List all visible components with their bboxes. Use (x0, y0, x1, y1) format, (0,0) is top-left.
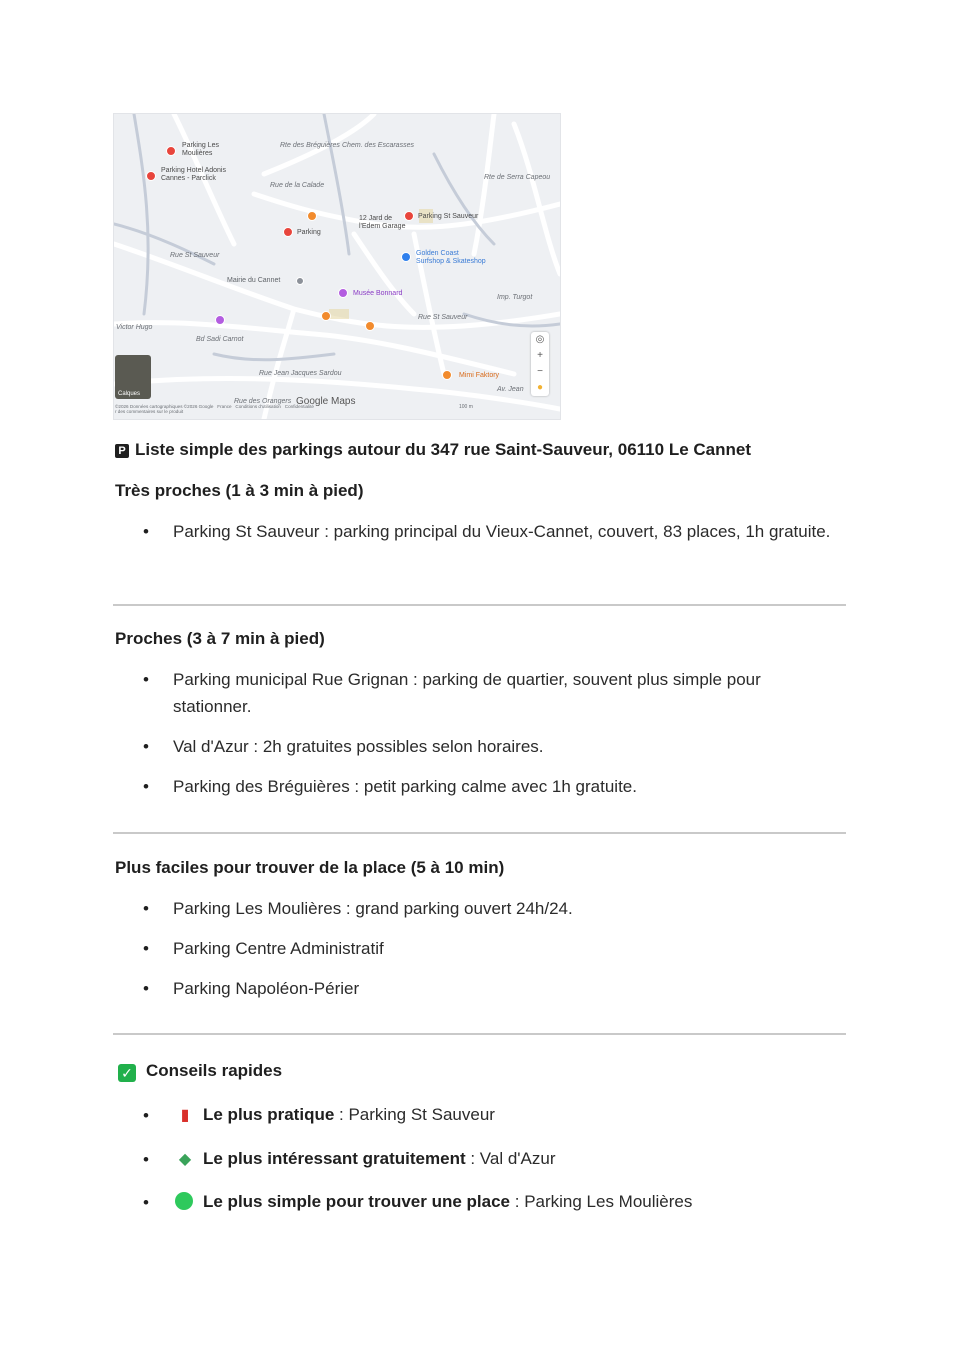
map-scale: 100 m (459, 404, 473, 410)
map-label-turgot: Imp. Turgot (497, 294, 533, 301)
bullet: • (143, 737, 149, 756)
page-title-text: Liste simple des parkings autour du 347 rue Saint-Sauveur, 06110 Le Cannet (135, 440, 751, 459)
museum-pin[interactable] (215, 315, 225, 325)
map-label-orangers: Rue des Orangers (234, 398, 292, 405)
map-label-rue-st-sauveur-v: Rue St Sauveur (418, 314, 468, 321)
museum-pin[interactable] (338, 288, 348, 298)
map-label-sadi-carnot: Bd Sadi Carnot (196, 336, 244, 343)
map-label-escarasses: Chem. des Escarasses (342, 142, 414, 149)
page-title (115, 440, 751, 460)
bullet: • (143, 899, 149, 918)
section-heading-plus-faciles: Plus faciles pour trouver de la place (5 à 10 min) (115, 858, 505, 877)
divider (113, 1033, 846, 1035)
bullet: • (143, 670, 149, 689)
map-label-golden-coast: Golden Coast Surfshop & Skateshop (416, 250, 486, 265)
layers-label: Calques (118, 391, 141, 397)
tip-label: Le plus intéressant gratuitement (203, 1149, 466, 1168)
tip-item: ▮ Le plus pratique : Parking St Sauveur (175, 1105, 495, 1125)
parking-pin[interactable] (146, 171, 156, 181)
section-heading-tres-proches: Très proches (1 à 3 min à pied) (115, 481, 364, 500)
google-maps-logo: Google Maps (296, 396, 356, 407)
map-label-av-jean: Av. Jean (497, 386, 524, 393)
money-icon: ◆ (178, 1151, 192, 1168)
parking-pin[interactable] (166, 146, 176, 156)
list-item: Parking St Sauveur : parking principal du Vieux-Cannet, couvert, 83 places, 1h gratuite. (173, 522, 831, 541)
car-icon: ▮ (180, 1107, 190, 1124)
locate-icon[interactable]: ◎ (535, 334, 545, 345)
bullet: • (143, 1106, 149, 1125)
parking-pin-st-sauveur[interactable] (404, 211, 414, 221)
map-label-mimi-faktory: Mimi Faktory (459, 372, 500, 379)
map-label-sardou: Rue Jean Jacques Sardou (259, 370, 342, 377)
map-label-victor-hugo: Victor Hugo (116, 324, 153, 331)
zoom-out-button[interactable]: − (537, 366, 543, 377)
bullet: • (143, 522, 149, 541)
tip-label: Le plus pratique (203, 1105, 335, 1124)
map-zoom-controls[interactable] (531, 332, 549, 396)
map-label-breguieres: Rte des Bréguières (280, 142, 340, 149)
tip-value: Parking St Sauveur (348, 1105, 495, 1124)
restaurant-pin[interactable] (442, 370, 452, 380)
section-heading-conseils (118, 1061, 282, 1082)
green-circle-icon (175, 1192, 193, 1210)
tip-item: ◆ Le plus intéressant gratuitement : Val d'Azur (175, 1149, 555, 1169)
restaurant-pin[interactable] (307, 211, 317, 221)
divider (113, 604, 846, 606)
list-item: Parking Napoléon-Périer (173, 979, 360, 998)
map-label-moulieres: Parking Les Moulières (182, 142, 219, 157)
map-label-jardin-edem: 12 Jard de l'Edem Garage (359, 215, 406, 230)
map-label-st-sauveur: Parking St Sauveur (418, 213, 479, 220)
map-label-parking: Parking (297, 229, 321, 236)
map-embed[interactable] (113, 113, 561, 420)
bullet: • (143, 777, 149, 796)
check-icon: ✓ (118, 1064, 136, 1082)
tip-item: Le plus simple pour trouver une place : Parking Les Moulières (175, 1192, 692, 1212)
mairie-pin[interactable] (296, 277, 304, 285)
map-label-hotel-adonis: Parking Hotel Adonis Cannes - Parclick (161, 167, 226, 182)
list-item: Parking Centre Administratif (173, 939, 384, 958)
zoom-in-button[interactable]: + (537, 350, 543, 361)
bullet: • (143, 1193, 149, 1212)
list-item: Parking Les Moulières : grand parking ouvert 24h/24. (173, 899, 573, 918)
conseils-heading-text: Conseils rapides (146, 1061, 283, 1080)
bullet: • (143, 939, 149, 958)
map-label-calade: Rue de la Calade (270, 182, 325, 189)
tip-label: Le plus simple pour trouver une place (203, 1192, 511, 1211)
tip-value: Parking Les Moulières (524, 1192, 693, 1211)
map-label-rue-st-sauveur: Rue St Sauveur (170, 252, 220, 259)
restaurant-pin[interactable] (321, 311, 331, 321)
list-item: Parking municipal Rue Grignan : parking de quartier, souvent plus simple pour stationner. (173, 670, 761, 716)
tip-value: Val d'Azur (479, 1149, 556, 1168)
parking-icon: P (115, 444, 129, 458)
section-heading-proches: Proches (3 à 7 min à pied) (115, 629, 325, 648)
map-label-musee: Musée Bonnard (353, 290, 403, 297)
shop-pin[interactable] (401, 252, 411, 262)
map-label-serra: Rte de Serra Capeou (484, 174, 551, 181)
bullet: • (143, 1150, 149, 1169)
layers-button[interactable] (115, 355, 151, 399)
restaurant-pin[interactable] (365, 321, 375, 331)
bullet: • (143, 979, 149, 998)
parking-pin[interactable] (283, 227, 293, 237)
map-footer: ©2026 Données cartographiques ©2026 Google France Conditions d'utilisation Confidentialité r des commentaires sur le produit (115, 404, 314, 414)
list-item: Val d'Azur : 2h gratuites possibles selon horaires. (173, 737, 544, 756)
list-item: Parking des Bréguières : petit parking calme avec 1h gratuite. (173, 777, 637, 796)
divider (113, 832, 846, 834)
pegman-icon[interactable]: ● (536, 382, 544, 393)
map-label-mairie: Mairie du Cannet (227, 277, 281, 284)
